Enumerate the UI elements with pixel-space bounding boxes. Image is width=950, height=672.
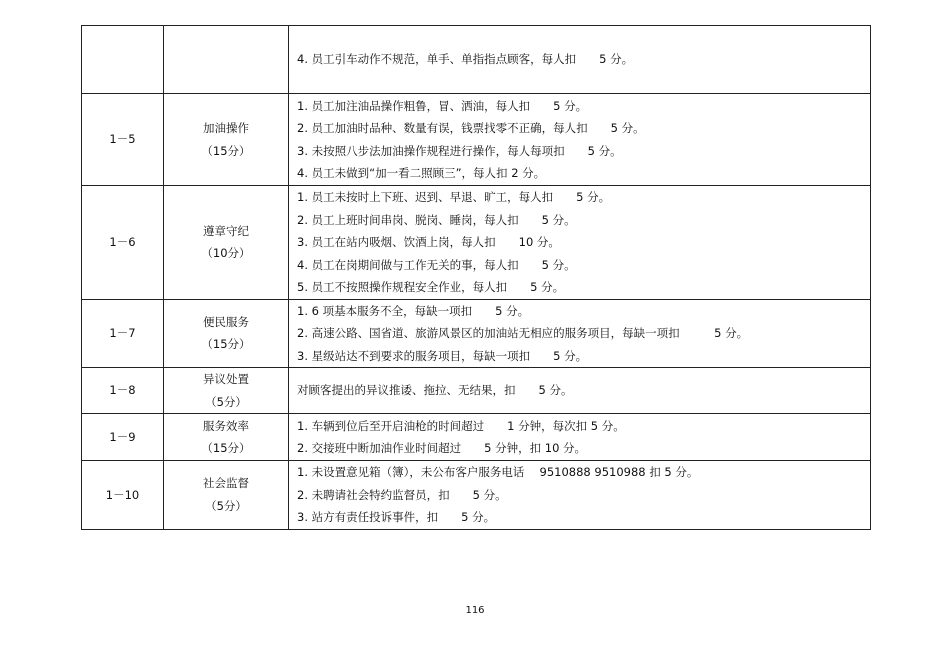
table-row (82, 26, 871, 94)
deduction-rule: 3. 星级站达不到要求的服务项目，每缺一项扣 5 分。 (297, 348, 588, 363)
deduction-rule: 4. 员工未做到“加一看二照顾三”，每人扣 2 分。 (297, 166, 546, 180)
deduction-rules-cell (289, 368, 871, 414)
table-row (82, 368, 871, 414)
item-number-cell (82, 26, 164, 94)
category-cell (164, 368, 289, 414)
deduction-rule: 4. 员工引车动作不规范，单手、单指指点顾客，每人扣 5 分。 (297, 52, 634, 67)
deduction-rules-cell (289, 414, 871, 461)
table-row (82, 461, 871, 530)
deduction-rules-cell (289, 299, 871, 368)
category-name: 异议处置 (203, 372, 249, 386)
category-cell (164, 26, 289, 94)
scoring-table-body (82, 26, 871, 530)
deduction-rule: 1. 车辆到位后至开启油枪的时间超过 1 分钟，每次扣 5 分。 (297, 418, 625, 433)
category-cell (164, 94, 289, 186)
category-cell (164, 299, 289, 368)
table-row (82, 94, 871, 186)
category-cell (164, 461, 289, 530)
category-cell (164, 186, 289, 300)
category-name: 服务效率 (203, 418, 249, 433)
deduction-rule: 5. 员工不按照操作规程安全作业，每人扣 5 分。 (297, 280, 565, 294)
deduction-rule: 1. 6 项基本服务不全，每缺一项扣 5 分。 (297, 303, 530, 318)
category-name: 遵章守纪 (203, 223, 249, 238)
category-cell (164, 414, 289, 461)
category-score: （15分） (201, 143, 251, 158)
item-number-cell: 1－6 (82, 186, 164, 300)
deduction-rule: 1. 员工加注油品操作粗鲁，冒、洒油，每人扣 5 分。 (297, 98, 588, 113)
category-score: （15分） (201, 337, 251, 352)
item-number-cell: 1－8 (82, 368, 164, 414)
category-score: （15分） (201, 441, 251, 455)
deduction-rules-cell (289, 461, 871, 530)
scoring-table (81, 25, 871, 530)
category-name: 加油操作 (203, 121, 249, 135)
page-number: 116 (465, 605, 485, 616)
item-number-cell: 1－7 (82, 299, 164, 368)
deduction-rule: 对顾客提出的异议推诿、拖拉、无结果，扣 5 分。 (297, 383, 573, 398)
deduction-rule: 1. 员工未按时上下班、迟到、早退、旷工，每人扣 5 分。 (297, 190, 611, 204)
category-score: （5分） (205, 394, 247, 409)
table-row (82, 414, 871, 461)
category-score: （10分） (201, 246, 251, 261)
item-number-cell: 1－9 (82, 414, 164, 461)
deduction-rule: 2. 交接班中断加油作业时间超过 5 分钟，扣 10 分。 (297, 441, 587, 455)
category-score: （5分） (205, 498, 247, 513)
deduction-rule: 2. 高速公路、国省道、旅游风景区的加油站无相应的服务项目，每缺一项扣 5 分。 (297, 326, 749, 340)
deduction-rule: 3. 站方有责任投诉事件，扣 5 分。 (297, 510, 496, 524)
deduction-rules-cell (289, 94, 871, 186)
item-number-cell: 1－5 (82, 94, 164, 186)
table-row (82, 186, 871, 300)
deduction-rule: 2. 未聘请社会特约监督员，扣 5 分。 (297, 487, 507, 502)
table-row (82, 299, 871, 368)
deduction-rule: 4. 员工在岗期间做与工作无关的事，每人扣 5 分。 (297, 257, 576, 272)
deduction-rules-cell (289, 186, 871, 300)
deduction-rule: 2. 员工上班时间串岗、脱岗、睡岗，每人扣 5 分。 (297, 212, 576, 227)
deduction-rule: 1. 未设置意见箱（簿），未公布客户服务电话 9510888 9510988 扣 5 分。 (297, 465, 699, 479)
deduction-rule: 3. 未按照八步法加油操作规程进行操作，每人每项扣 5 分。 (297, 143, 622, 158)
category-name: 社会监督 (203, 476, 249, 491)
category-name: 便民服务 (203, 314, 249, 329)
deduction-rules-cell (289, 26, 871, 94)
deduction-rule: 2. 员工加油时品种、数量有误，钱票找零不正确，每人扣 5 分。 (297, 121, 645, 135)
item-number-cell: 1－10 (82, 461, 164, 530)
deduction-rule: 3. 员工在站内吸烟、饮酒上岗，每人扣 10 分。 (297, 235, 560, 249)
